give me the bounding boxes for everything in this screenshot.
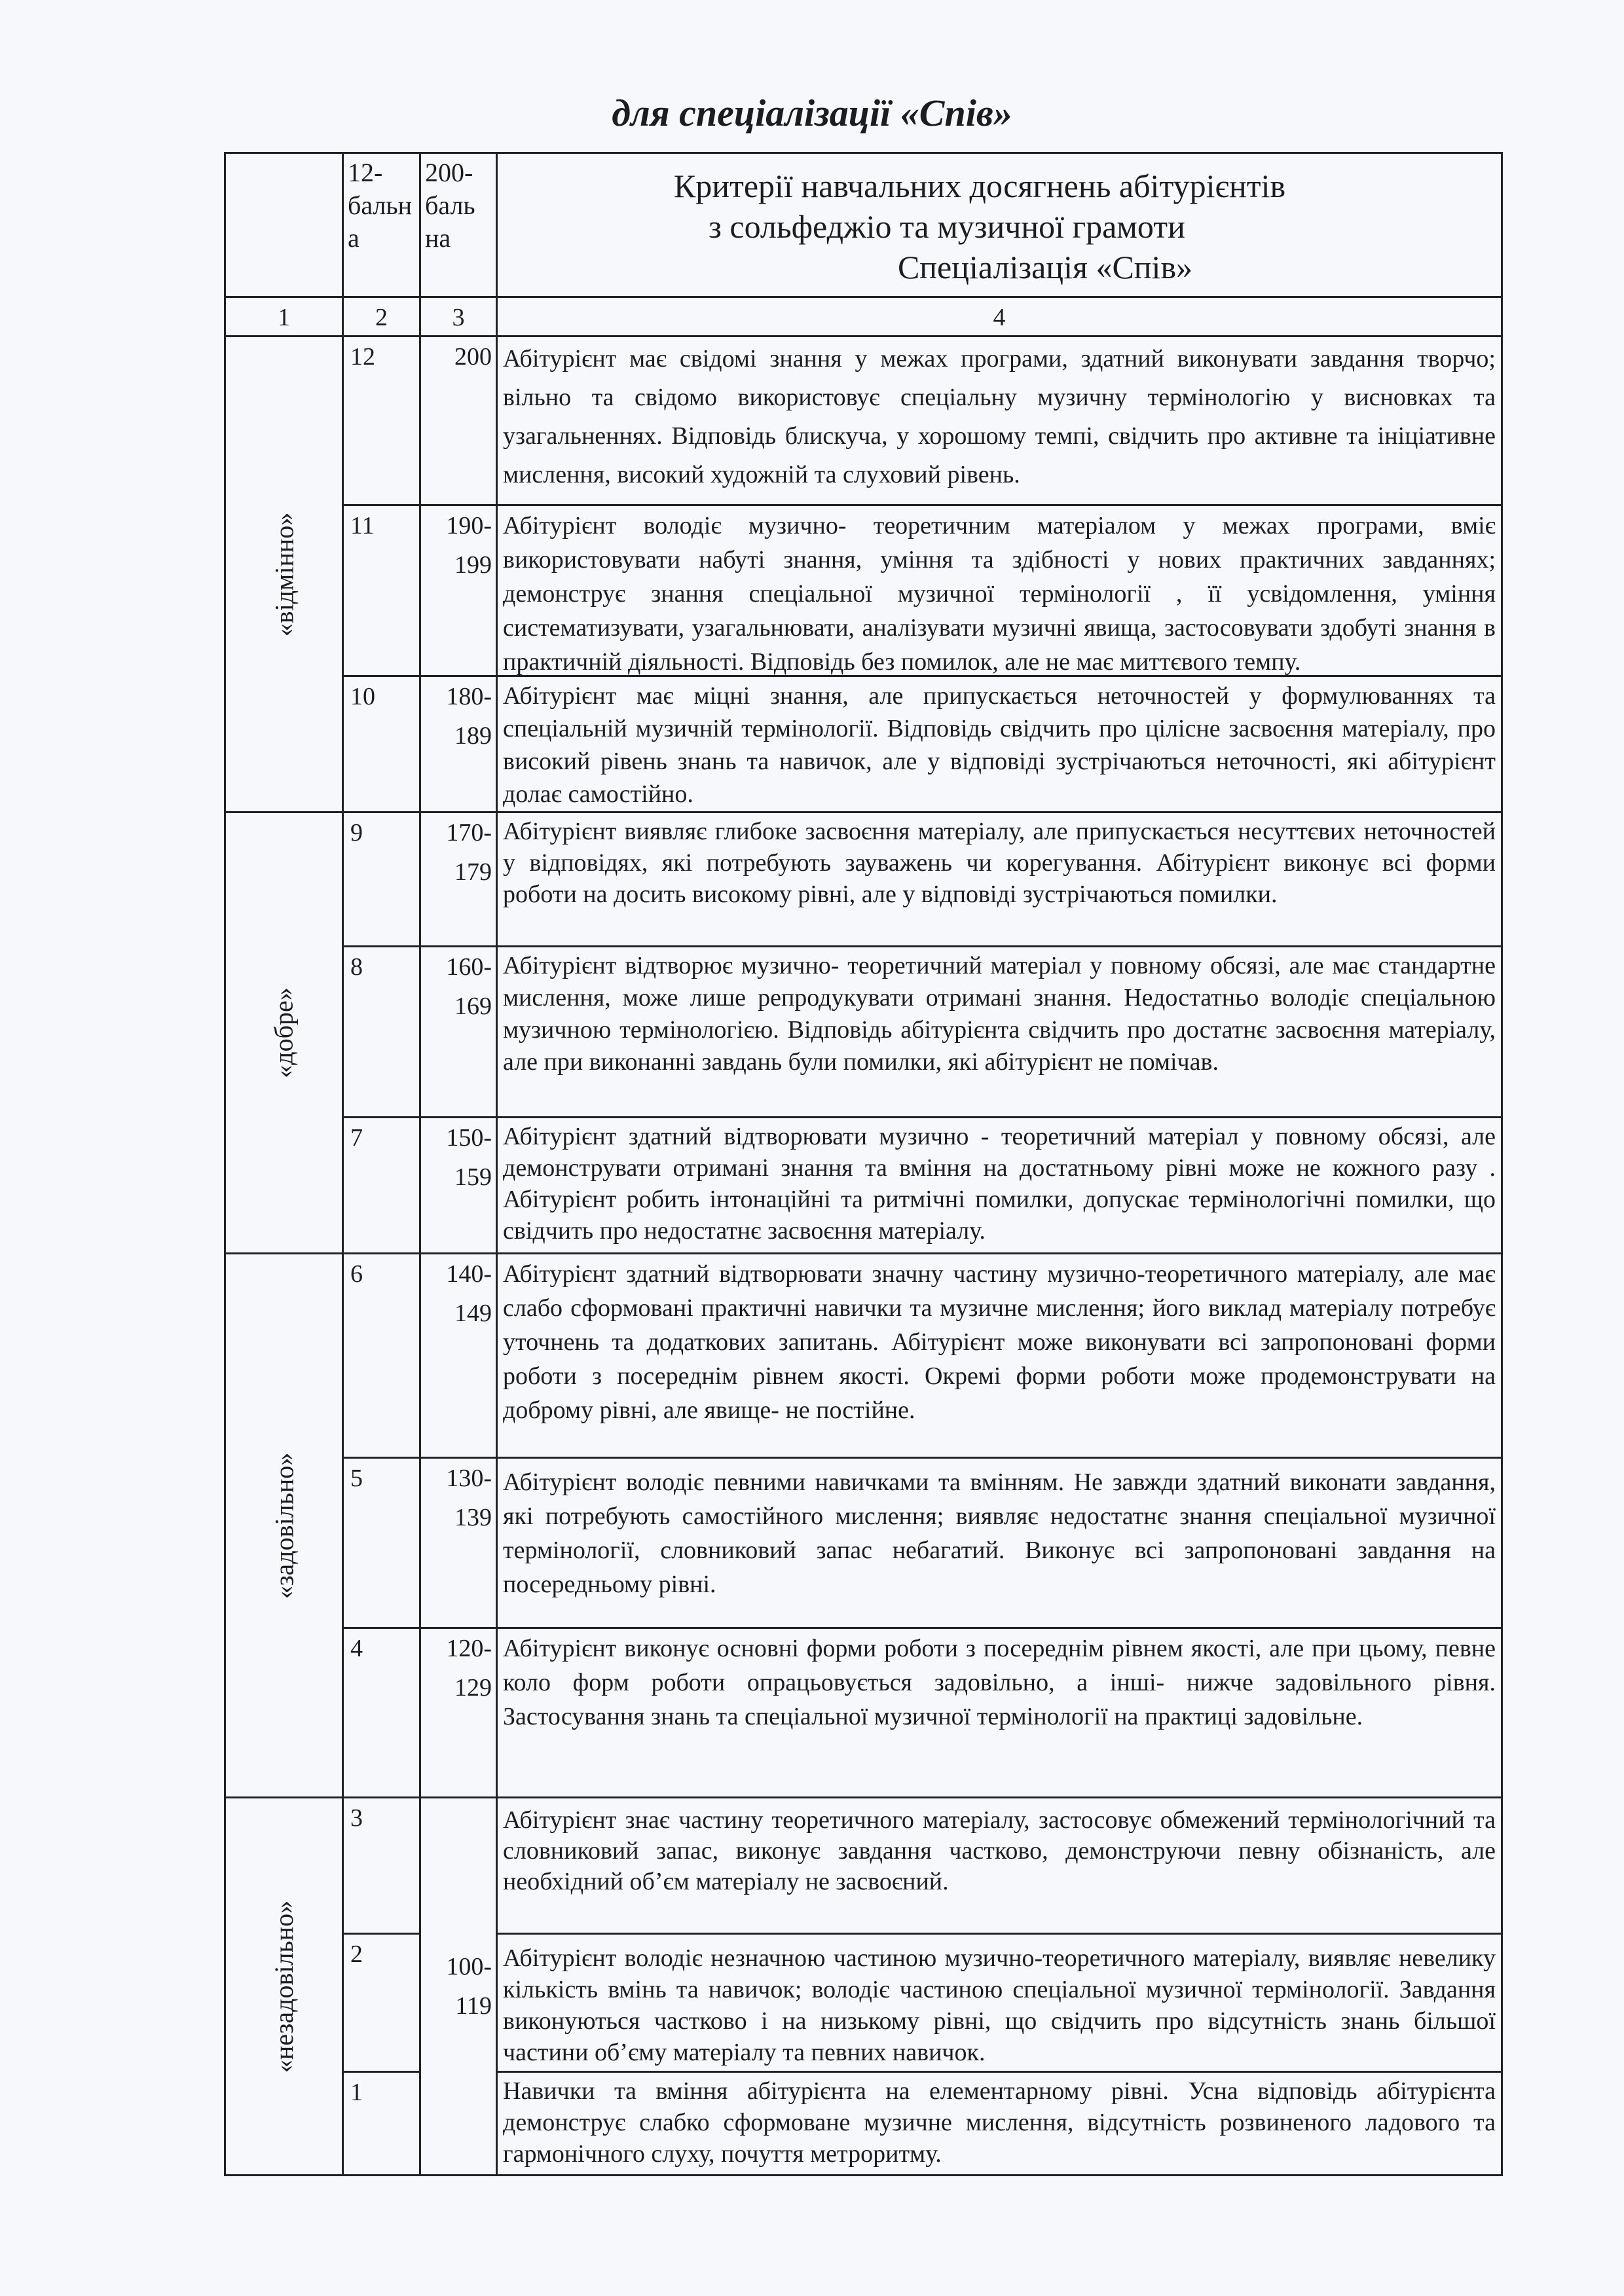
document-title: для спеціалізації «Спів» <box>612 92 1012 134</box>
criteria-text: Абітурієнт має міцні знання, але припускається неточностей у формулюваннях та спеціальній музичній термінології. Відповідь свідчить про цілісне засвоєння матеріалу, про високий рівень знань та навичок, але у відповіді зустрічаються неточності, які абітурієнт долає самостійно. <box>496 675 1503 813</box>
criteria-text: Абітурієнт відтворює музично- теоретичний матеріал у повному обсязі, але має стандартне мислення, може лише репродукувати отримані знання. Недостатньо володіє спеціальною музичною термінологією. Відповідь абітурієнта свідчить про достатнє засвоєння матеріалу, але при виконанні завдань були помилки, які абітурієнт не помічав. <box>496 945 1503 1118</box>
grade-cell: 10 <box>342 675 421 813</box>
criteria-text: Абітурієнт має свідомі знання у межах програми, здатний виконувати завдання творчо; вільно та свідомо використовує спеціальну музичну термінологію у висновках та узагальненнях. Відповідь блискуча, у хорошому темпі, свідчить про активне та ініціативне мислення, високий художній та слуховий рівень. <box>496 335 1503 506</box>
criteria-text: Абітурієнт володіє музично- теоретичним матеріалом у межах програми, вміє використовувати набуті знання, уміння та здібності у нових практичних завданнях; демонструє знання спеціальної музичної термінології , її усвідомлення, уміння систематизувати, узагальнювати, аналізувати музичні явища, застосовувати здобуті знання в практичній діяльності. Відповідь без помилок, але не має миттєвого темпу. <box>496 504 1503 677</box>
header-empty-cell <box>224 152 344 298</box>
group-unsatisfactory <box>224 1796 344 2176</box>
column-number-2: 2 <box>342 296 421 337</box>
grade-cell: 9 <box>342 811 421 947</box>
group-label: «незадовільно» <box>269 1900 299 2073</box>
criteria-text: Абітурієнт виконує основні форми роботи з посереднім рівнем якості, але при цьому, певне коло форм роботи опрацьовується задовільно, а інші- нижче задовільного рівня. Застосування знань та спеціальної музичної термінології на практиці задовільне. <box>496 1627 1503 1798</box>
range-line: 119 <box>455 1992 492 2020</box>
header-title-line: Спеціалізація «Спів» <box>897 249 1193 285</box>
header-title-line: Критерії навчальних досягнень абітурієнтів <box>673 168 1286 204</box>
group-label: «відмінно» <box>269 512 299 636</box>
grade-cell: 12 <box>342 335 421 506</box>
range-cell-shared <box>419 1796 498 2176</box>
grade-cell: 2 <box>342 1933 421 2073</box>
group-satisfactory <box>224 1252 344 1798</box>
range-cell: 130- 139 <box>419 1457 498 1629</box>
range-cell: 200 <box>419 335 498 506</box>
column-number-1: 1 <box>224 296 344 337</box>
column-number-3: 3 <box>419 296 498 337</box>
header-200-line: на <box>425 223 451 253</box>
grade-cell: 6 <box>342 1252 421 1459</box>
header-12-point-scale <box>342 152 421 298</box>
column-number-4: 4 <box>496 296 1503 337</box>
criteria-text: Абітурієнт володіє певними навичками та вмінням. Не завжди здатний виконати завдання, які потребують самостійного мислення; виявляє недостатнє знання спеціальної музичної термінології, словниковий запас небагатий. Виконує всі запропоновані завдання на посередньому рівні. <box>496 1457 1503 1629</box>
header-criteria-title <box>496 152 1503 298</box>
header-title-line: з сольфеджіо та музичної грамоти <box>709 208 1185 245</box>
range-cell: 140- 149 <box>419 1252 498 1459</box>
criteria-text: Абітурієнт володіє незначною частиною музично-теоретичного матеріалу, виявляє невелику кількість вмінь та навичок; володіє частиною спеціальної музичної термінології. Завдання виконуються частково і на низькому рівні, що свідчить про відсутність знань більшої частини об’єму матеріалу та певних навичок. <box>496 1933 1503 2073</box>
criteria-text: Абітурієнт здатний відтворювати музично - теоретичний матеріал у повному обсязі, але демонструвати отримані знання та вміння на достатньому рівні може не кожного разу . Абітурієнт робить інтонаційні та ритмічні помилки, допускає термінологічні помилки, що свідчить про недостатнє засвоєння матеріалу. <box>496 1116 1503 1254</box>
header-200-line: баль <box>425 191 475 220</box>
criteria-text: Навички та вміння абітурієнта на елементарному рівні. Усна відповідь абітурієнта демонструє слабко сформоване музичне мислення, відсутність розвиненого ладового та гармонічного слуху, почуття метроритму. <box>496 2071 1503 2176</box>
range-cell: 120- 129 <box>419 1627 498 1798</box>
grade-cell: 7 <box>342 1116 421 1254</box>
header-200-line: 200- <box>425 158 473 187</box>
grade-cell: 4 <box>342 1627 421 1798</box>
range-cell: 160- 169 <box>419 945 498 1118</box>
range-cell: 180- 189 <box>419 675 498 813</box>
grade-cell: 5 <box>342 1457 421 1629</box>
criteria-text: Абітурієнт знає частину теоретичного матеріалу, застосовує обмежений термінологічний та словниковий запас, виконує завдання частково, демонструючи певну обізнаність, але необхідний об’єм матеріалу не засвоєний. <box>496 1796 1503 1935</box>
criteria-text: Абітурієнт виявляє глибоке засвоєння матеріалу, але припускається несуттєвих неточностей у відповідях, які потребують зауважень чи корегування. Абітурієнт виконує всі форми роботи на досить високому рівні, але у відповіді зустрічаються помилки. <box>496 811 1503 947</box>
group-excellent <box>224 335 344 813</box>
criteria-text: Абітурієнт здатний відтворювати значну частину музично-теоретичного матеріалу, але має слабо сформовані практичні навички та музичне мислення; його виклад матеріалу потребує уточнень та додаткових запитань. Абітурієнт може виконувати всі запропоновані форми роботи з посереднім рівнем якості. Окремі форми роботи може продемонструвати на доброму рівні, але явище- не постійне. <box>496 1252 1503 1459</box>
range-cell: 170- 179 <box>419 811 498 947</box>
grade-cell: 11 <box>342 504 421 677</box>
group-good <box>224 811 344 1254</box>
range-cell: 190- 199 <box>419 504 498 677</box>
grade-cell: 8 <box>342 945 421 1118</box>
grade-cell: 3 <box>342 1796 421 1935</box>
range-line: 100- <box>446 1953 492 1980</box>
group-label: «добре» <box>269 987 299 1078</box>
group-label: «задовільно» <box>269 1452 299 1599</box>
range-cell: 150- 159 <box>419 1116 498 1254</box>
grade-cell: 1 <box>342 2071 421 2176</box>
header-12-line: бальн <box>348 191 413 220</box>
header-12-line: 12- <box>348 158 383 187</box>
header-12-line: а <box>348 223 360 253</box>
